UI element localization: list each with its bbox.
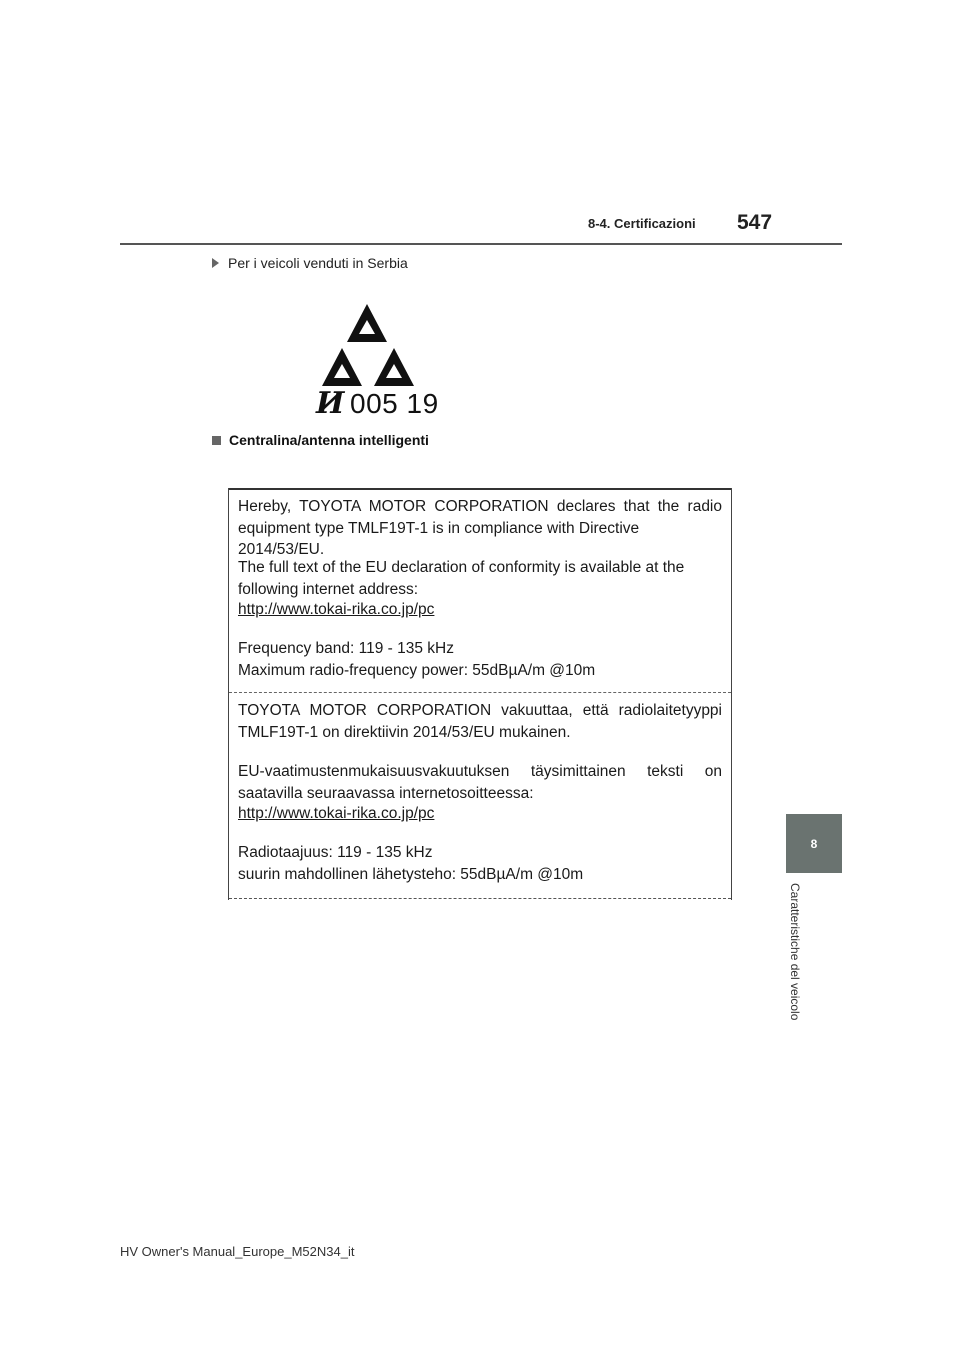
header-divider xyxy=(120,243,842,245)
fi-line-4: saatavilla seuraavassa internetosoitteessa: xyxy=(238,785,534,802)
fi-line-2: TMLF19T-1 on direktiivin 2014/53/EU mukainen. xyxy=(238,724,571,741)
section-heading xyxy=(212,432,429,448)
en-power: Maximum radio-frequency power: 55dBµA/m @10m xyxy=(238,662,596,679)
serbia-certification-mark xyxy=(312,300,442,420)
fi-power: suurin mahdollinen lähetysteho: 55dBµA/m @10m xyxy=(238,866,584,883)
mark-letter: И xyxy=(316,386,345,421)
fi-url-link[interactable]: http://www.tokai-rika.co.jp/pc xyxy=(238,805,435,822)
mark-number: 005 19 xyxy=(350,388,439,419)
en-frequency: Frequency band: 119 - 135 kHz xyxy=(238,640,454,657)
chapter-tab[interactable]: 8 xyxy=(786,814,842,873)
section-heading-text: Centralina/antenna intelligenti xyxy=(229,432,429,448)
bullet-text: Per i veicoli venduti in Serbia xyxy=(228,255,408,271)
en-line-1: Hereby, TOYOTA MOTOR CORPORATION declares that the radio xyxy=(238,498,722,515)
fi-line-1: TOYOTA MOTOR CORPORATION vakuuttaa, että radiolaitetyyppi xyxy=(238,702,722,719)
chapter-side-label xyxy=(788,883,802,1043)
en-url[interactable] xyxy=(238,599,722,620)
box-top-border xyxy=(229,488,731,490)
en-url-link[interactable]: http://www.tokai-rika.co.jp/pc xyxy=(238,601,435,618)
en-line-3: The full text of the EU declaration of conformity is available at the xyxy=(238,559,685,576)
chapter-section-title: 8-4. Certificazioni xyxy=(588,216,696,231)
fi-url[interactable] xyxy=(238,803,722,824)
box-bottom-border xyxy=(229,898,731,899)
en-line-2: equipment type TMLF19T-1 is in compliance with Directive 2014/53/EU. xyxy=(238,520,640,558)
en-line-4: following internet address: xyxy=(238,581,419,598)
chapter-side-label-text: Caratteristiche del veicolo xyxy=(788,883,802,1021)
page-number: 547 xyxy=(737,211,773,234)
footer-text: HV Owner's Manual_Europe_M52N34_it xyxy=(120,1244,355,1259)
square-bullet-icon xyxy=(212,436,221,445)
triangles-mark-icon xyxy=(312,300,442,390)
fi-line-3: EU-vaatimustenmukaisuusvakuutuksen täysimittainen teksti on xyxy=(238,763,722,780)
fi-frequency: Radiotaajuus: 119 - 135 kHz xyxy=(238,844,433,861)
box-divider xyxy=(229,692,731,693)
bullet-arrow-icon xyxy=(212,258,219,268)
bullet-item xyxy=(212,255,408,271)
declaration-box xyxy=(228,488,732,900)
